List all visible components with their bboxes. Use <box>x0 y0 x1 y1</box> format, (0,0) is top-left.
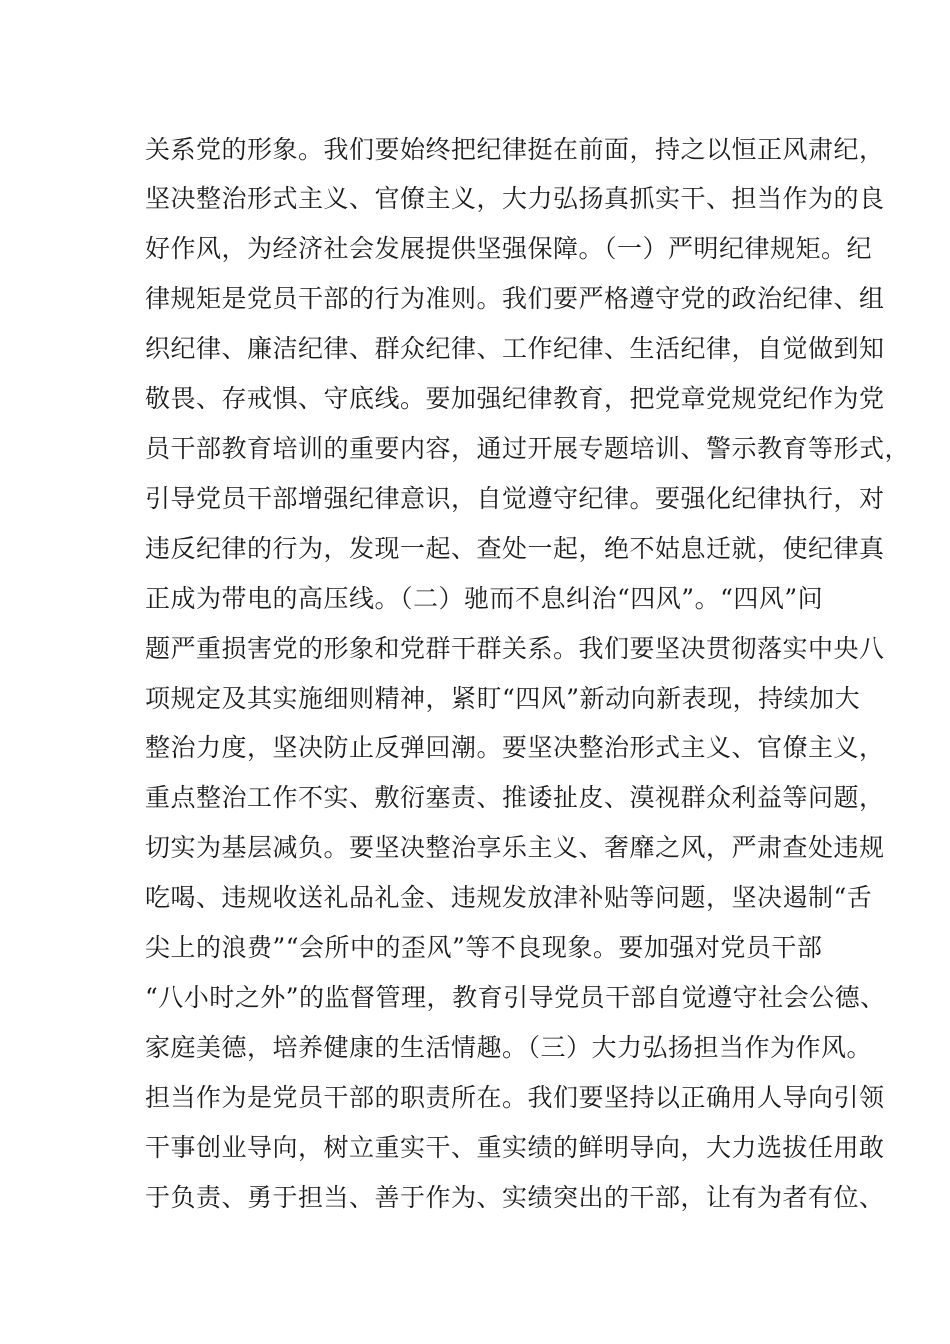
text-line-12: 项规定及其实施细则精神，紧盯“四风”新动向新表现，持续加大 <box>145 684 861 713</box>
text-line-7: 员干部教育培训的重要内容，通过开展专题培训、警示教育等形式， <box>145 434 911 463</box>
text-line-11: 题严重损害党的形象和党群干群关系。我们要坚决贯彻落实中央八 <box>145 634 885 663</box>
text-line-15: 切实为基层减负。要坚决整治享乐主义、奢靡之风，严肃查处违规 <box>145 833 885 862</box>
text-line-5: 织纪律、廉洁纪律、群众纪律、工作纪律、生活纪律，自觉做到知 <box>145 334 885 363</box>
text-line-14: 重点整治工作不实、敷衍塞责、推诿扯皮、漠视群众利益等问题， <box>145 783 885 812</box>
text-line-10: 正成为带电的高压线。（二）驰而不息纠治“四风”。“四风”问 <box>145 584 824 613</box>
text-line-3: 好作风，为经济社会发展提供坚强保障。（一）严明纪律规矩。纪 <box>145 234 873 263</box>
text-line-13: 整治力度，坚决防止反弹回潮。要坚决整治形式主义、官僚主义， <box>145 733 885 762</box>
text-line-4: 律规矩是党员干部的行为准则。我们要严格遵守党的政治纪律、组 <box>145 284 885 313</box>
text-line-18: “八小时之外”的监督管理，教育引导党员干部自觉遵守社会公德、 <box>145 983 886 1012</box>
text-line-9: 违反纪律的行为，发现一起、查处一起，绝不姑息迁就，使纪律真 <box>145 534 885 563</box>
text-line-21: 干事创业导向，树立重实干、重实绩的鲜明导向，大力选拔任用敢 <box>145 1133 885 1162</box>
text-line-8: 引导党员干部增强纪律意识，自觉遵守纪律。要强化纪律执行，对 <box>145 484 885 513</box>
text-line-19: 家庭美德，培养健康的生活情趣。（三）大力弘扬担当作为作风。 <box>145 1033 873 1062</box>
text-line-16: 吃喝、违规收送礼品礼金、违规发放津补贴等问题，坚决遏制“舌 <box>145 883 873 912</box>
text-line-17: 尖上的浪费”“会所中的歪风”等不良现象。要加强对党员干部 <box>145 933 823 962</box>
text-line-1: 关系党的形象。我们要始终把纪律挺在前面，持之以恒正风肃纪， <box>145 135 885 164</box>
text-line-2: 坚决整治形式主义、官僚主义，大力弘扬真抓实干、担当作为的良 <box>145 184 885 213</box>
text-line-6: 敬畏、存戒惧、守底线。要加强纪律教育，把党章党规党纪作为党 <box>145 384 885 413</box>
text-line-22: 于负责、勇于担当、善于作为、实绩突出的干部，让有为者有位、 <box>145 1183 885 1212</box>
text-line-20: 担当作为是党员干部的职责所在。我们要坚持以正确用人导向引领 <box>145 1083 885 1112</box>
